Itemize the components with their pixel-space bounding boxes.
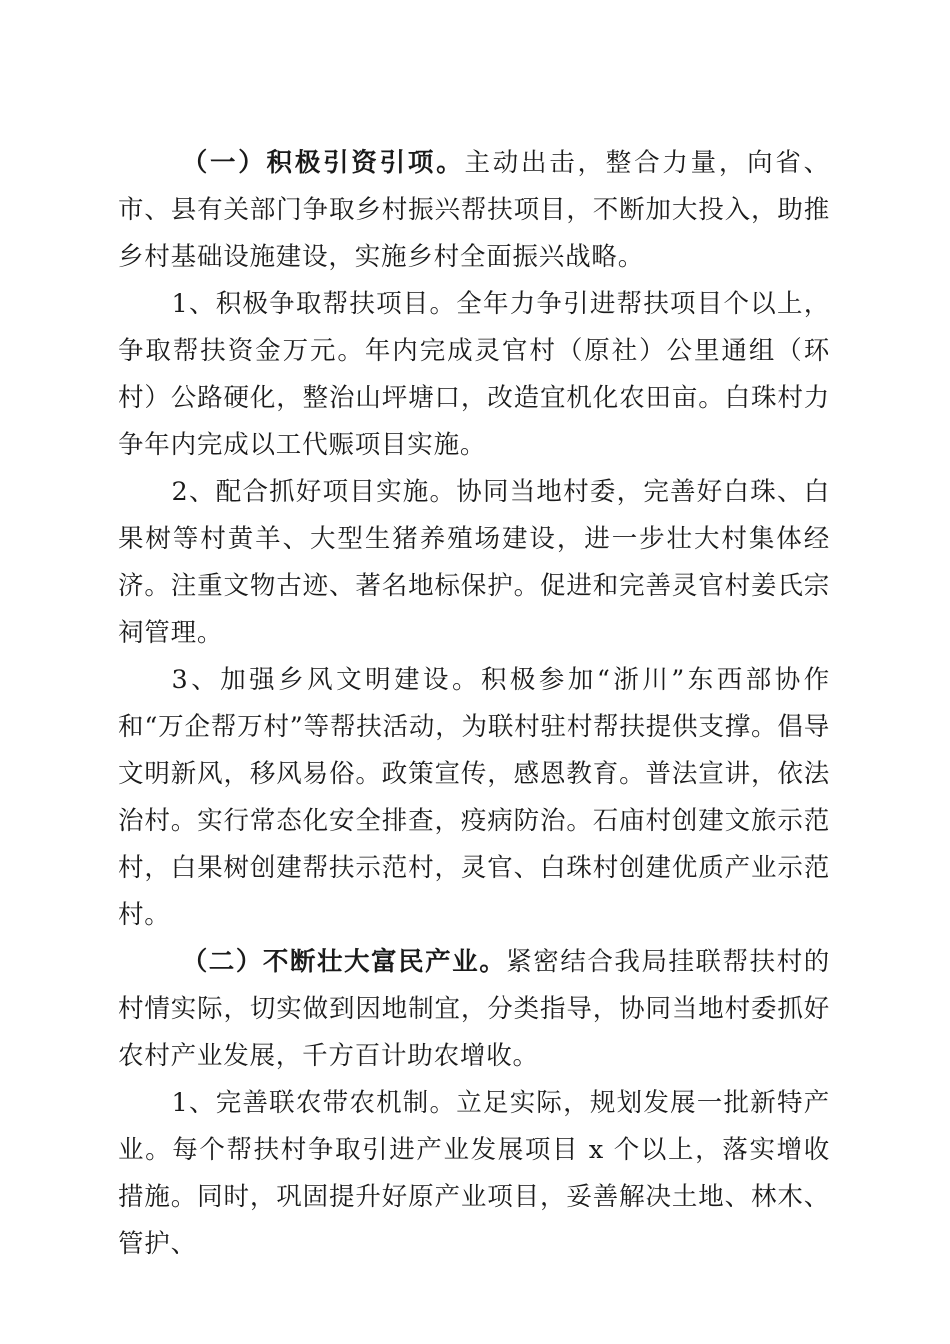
item-2-text: 2、配合抓好项目实施。协同当地村委，完善好白珠、白果树等村黄羊、大型生猪养殖场建设，进一步壮大村集体经济。注重文物古迹、著名地标保护。促进和完善灵官村姜氏宗祠管理。 xyxy=(118,477,830,648)
item-3-paragraph xyxy=(118,657,830,939)
item-4-text: 1、完善联农带农机制。立足实际，规划发展一批新特产业。每个帮扶村争取引进产业发展项目 x 个以上，落实增收措施。同时，巩固提升好原产业项目，妥善解决土地、林木、管护、 xyxy=(118,1088,830,1259)
document-body xyxy=(118,140,830,1268)
section-1-text: 主动出击，整合力量，向省、市、县有关部门争取乡村振兴帮扶项目，不断加大投入，助推乡村基础设施建设，实施乡村全面振兴战略。 xyxy=(118,148,830,272)
section-1-paragraph xyxy=(118,140,830,281)
section-2-text: 紧密结合我局挂联帮扶村的村情实际，切实做到因地制宜，分类指导，协同当地村委抓好农村产业发展，千方百计助农增收。 xyxy=(118,947,830,1071)
section-1-heading: （一）积极引资引项。 xyxy=(181,148,465,178)
item-1-paragraph xyxy=(118,281,830,469)
section-2-paragraph xyxy=(118,939,830,1080)
item-1-text: 1、积极争取帮扶项目。全年力争引进帮扶项目个以上，争取帮扶资金万元。年内完成灵官村（原社）公里通组（环村）公路硬化，整治山坪塘口，改造宜机化农田亩。白珠村力争年内完成以工代赈项目实施。 xyxy=(118,289,830,460)
item-4-paragraph xyxy=(118,1080,830,1268)
section-2-heading: （二）不断壮大富民产业。 xyxy=(181,947,507,977)
item-2-paragraph xyxy=(118,469,830,657)
item-3-text: 3、加强乡风文明建设。积极参加“浙川”东西部协作和“万企帮万村”等帮扶活动，为联村驻村帮扶提供支撑。倡导文明新风，移风易俗。政策宣传，感恩教育。普法宣讲，依法治村。实行常态化安全排查，疫病防治。石庙村创建文旅示范村，白果树创建帮扶示范村，灵官、白珠村创建优质产业示范村。 xyxy=(118,665,830,930)
